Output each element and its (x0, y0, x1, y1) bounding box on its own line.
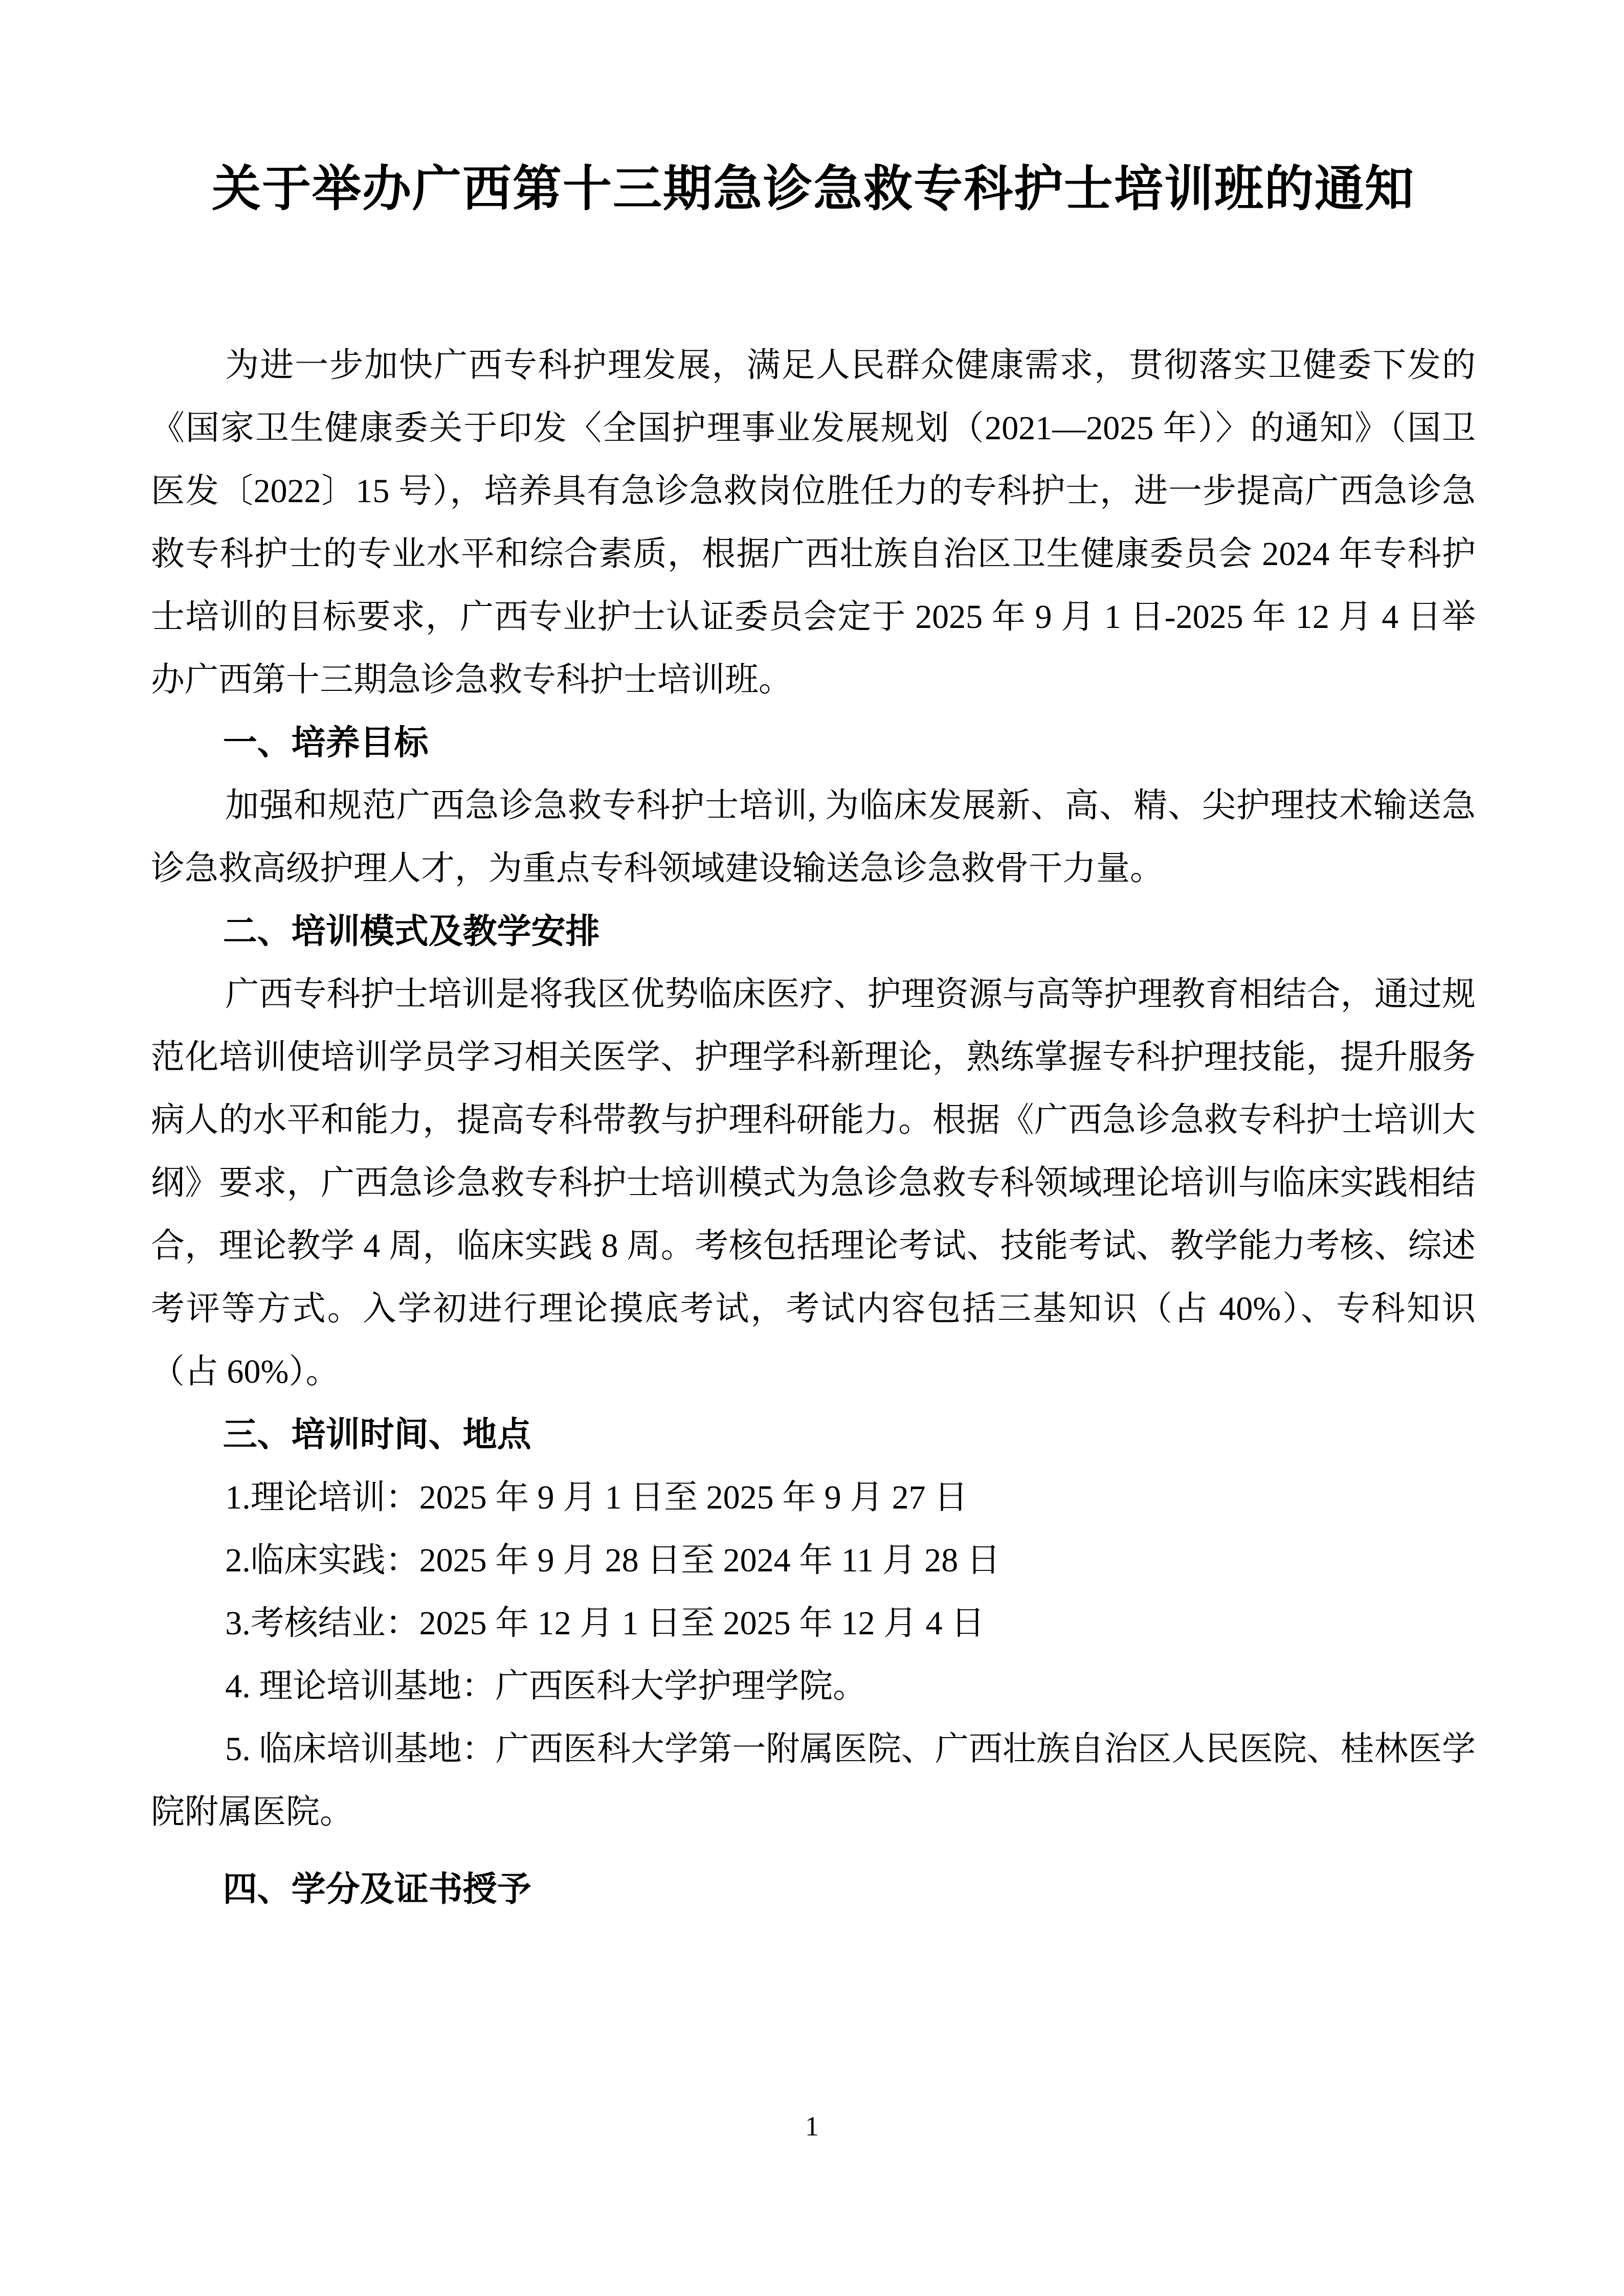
section-3-item-clinical-base: 5. 临床培训基地：广西医科大学第一附属医院、广西壮族自治区人民医院、桂林医学院附属医院。 (151, 1730, 1476, 1831)
section-4-heading: 四、学分及证书授予 (223, 1870, 531, 1908)
section-3-item-clinical-practice: 2.临床实践：2025 年 9 月 28 日至 2024 年 11 月 28 日 (225, 1542, 1000, 1579)
section-3-item-theory-base: 4. 理论培训基地：广西医科大学护理学院。 (225, 1668, 867, 1705)
page-number: 1 (805, 2111, 819, 2142)
intro-paragraph: 为进一步加快广西专科护理发展，满足人民群众健康需求，贯彻落实卫健委下发的《国家卫生健康委关于印发〈全国护理事业发展规划（2021—2025 年）〉的通知》（国卫医发〔2022〕15 号），培养具有急诊急救岗位胜任力的专科护士，进一步提高广西急诊急救专科护士的专业水平和综合素质，根据广西壮族自治区卫生健康委员会 2024 年专科护士培训的目标要求，广西专业护士认证委员会定于 2025 年 9 月 1 日-2025 年 12 月 4 日举办广西第十三期急诊急救专科护士培训班。 (151, 347, 1476, 699)
section-3-item-theory-training: 1.理论培训：2025 年 9 月 1 日至 2025 年 9 月 27 日 (225, 1479, 968, 1516)
section-3-item-assessment: 3.考核结业：2025 年 12 月 1 日至 2025 年 12 月 4 日 (225, 1605, 985, 1642)
section-2-heading: 二、培训模式及教学安排 (223, 912, 600, 951)
section-3-heading: 三、培训时间、地点 (223, 1415, 531, 1454)
section-1-paragraph: 加强和规范广西急诊急救专科护士培训, 为临床发展新、高、精、尖护理技术输送急诊急救高级护理人才，为重点专科领域建设输送急诊急救骨干力量。 (151, 787, 1476, 887)
document-title: 关于举办广西第十三期急诊急救专科护士培训班的通知 (212, 162, 1415, 216)
section-1-heading: 一、培养目标 (223, 724, 429, 762)
section-2-paragraph: 广西专科护士培训是将我区优势临床医疗、护理资源与高等护理教育相结合，通过规范化培训使培训学员学习相关医学、护理学科新理论，熟练掌握专科护理技能，提升服务病人的水平和能力，提高专科带教与护理科研能力。根据《广西急诊急救专科护士培训大纲》要求，广西急诊急救专科护士培训模式为急诊急救专科领域理论培训与临床实践相结合，理论教学 4 周，临床实践 8 周。考核包括理论考试、技能考试、教学能力考核、综述考评等方式。入学初进行理论摸底考试，考试内容包括三基知识（占 40%）、专科知识（占 60%）。 (151, 976, 1476, 1390)
